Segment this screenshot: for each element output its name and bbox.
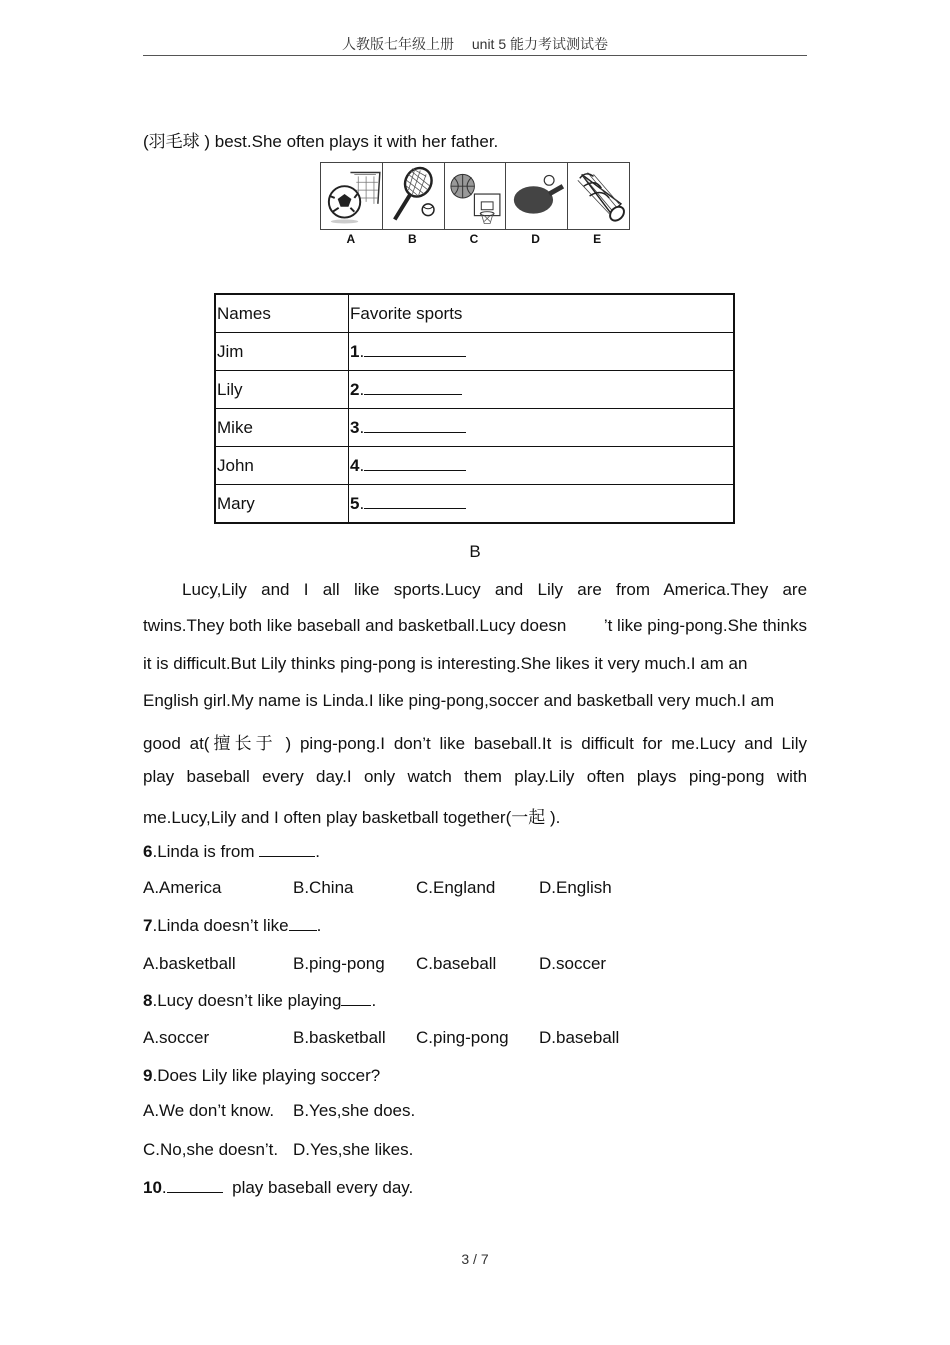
- answer-blank[interactable]: [364, 508, 466, 509]
- option-9d[interactable]: D.Yes,she likes.: [293, 1140, 414, 1159]
- answer-number: 5: [350, 493, 360, 513]
- passage-word: at(擅长于 ): [189, 734, 292, 753]
- passage-word: ping-pong: [688, 767, 765, 786]
- passage-word: watch: [407, 767, 452, 786]
- question-8: [143, 991, 376, 1011]
- passage-word: with: [776, 767, 808, 786]
- question-10: [143, 1178, 413, 1198]
- passage-word: like: [439, 734, 466, 753]
- question-text-end: .: [371, 991, 377, 1010]
- answer-blank[interactable]: [289, 930, 317, 931]
- table-cell-name: Lily: [215, 371, 349, 409]
- passage-word: baseball: [186, 767, 250, 786]
- passage-word: from: [616, 580, 651, 599]
- question-number: 7: [143, 916, 153, 935]
- answer-dot: .: [359, 417, 365, 437]
- tennis-racket-icon: [383, 163, 445, 229]
- passage-word: and: [494, 580, 524, 599]
- passage-word: is: [560, 734, 573, 753]
- table-header-row: [215, 294, 734, 333]
- option-8c[interactable]: C.ping-pong: [416, 1028, 509, 1047]
- answer-dot: .: [359, 493, 365, 513]
- table-row: [215, 409, 734, 447]
- answer-dot: .: [359, 455, 365, 475]
- option-7a[interactable]: A.basketball: [143, 954, 236, 973]
- passage-word: only: [363, 767, 396, 786]
- answer-dot: .: [359, 379, 365, 399]
- option-8a[interactable]: A.soccer: [143, 1028, 210, 1047]
- answer-blank[interactable]: [364, 432, 466, 433]
- passage-word: me.Lucy: [671, 734, 736, 753]
- question-text-end: play baseball every day.: [232, 1178, 414, 1197]
- passage-word: difficult: [581, 734, 634, 753]
- table-cell-answer[interactable]: [349, 447, 735, 485]
- answer-blank[interactable]: [364, 356, 466, 357]
- table-row: [215, 333, 734, 371]
- section-b-label: B: [469, 542, 481, 561]
- question-text: .Does Lily like playing soccer?: [152, 1066, 381, 1085]
- table-cell-answer[interactable]: [349, 409, 735, 447]
- answer-number: 2: [350, 379, 360, 399]
- sports-image-strip: [320, 162, 630, 230]
- answer-number: 1: [350, 341, 360, 361]
- passage-word: play.Lily: [514, 767, 575, 786]
- question-text-end: .: [316, 916, 322, 935]
- answer-number: 4: [350, 455, 360, 475]
- question-number: 9: [143, 1066, 153, 1085]
- passage-line-4: English girl.My name is Linda.I like ping-pong,soccer and basketball very much.I am: [143, 691, 775, 710]
- option-9b[interactable]: B.Yes,she does.: [293, 1101, 416, 1120]
- question-number: 10: [143, 1178, 162, 1197]
- option-8b[interactable]: B.basketball: [293, 1028, 386, 1047]
- shuttlecock-icon: [568, 163, 629, 229]
- table-row: [215, 485, 734, 524]
- page-header-title: 人教版七年级上册 unit 5 能力考试测试卷: [341, 36, 609, 52]
- passage-word: for: [642, 734, 663, 753]
- passage-word: like: [353, 580, 380, 599]
- table-header-names: Names: [215, 294, 349, 333]
- question-text-end: .: [315, 842, 320, 861]
- passage-line-2b: ’t like ping-pong.She thinks: [603, 616, 807, 635]
- passage-word: and: [261, 580, 290, 599]
- passage-word: every: [262, 767, 304, 786]
- passage-word: America.They: [663, 580, 769, 599]
- answer-blank[interactable]: [259, 856, 315, 857]
- passage-word: all: [322, 580, 340, 599]
- question-number: 6: [143, 842, 153, 861]
- passage-word: play: [143, 767, 175, 786]
- table-cell-name: Mike: [215, 409, 349, 447]
- option-6b[interactable]: B.China: [293, 878, 354, 897]
- table-cell-answer[interactable]: [349, 371, 735, 409]
- favorite-sports-table: [214, 293, 735, 524]
- answer-dot: .: [359, 341, 365, 361]
- question-7: [143, 916, 321, 936]
- answer-blank[interactable]: [364, 470, 466, 471]
- passage-word: good: [143, 734, 181, 753]
- passage-word: I: [303, 580, 309, 599]
- option-7d[interactable]: D.soccer: [539, 954, 607, 973]
- option-8d[interactable]: D.baseball: [539, 1028, 620, 1047]
- passage-line-7: me.Lucy,Lily and I often play basketball together(一起 ).: [143, 808, 561, 827]
- option-6a[interactable]: A.America: [143, 878, 222, 897]
- question-number: 8: [143, 991, 153, 1010]
- passage-word: baseball.It: [473, 734, 552, 753]
- table-cell-name: Mary: [215, 485, 349, 524]
- option-6c[interactable]: C.England: [416, 878, 496, 897]
- image-label-c: C: [469, 232, 479, 246]
- ping-pong-paddle-icon: [506, 163, 568, 229]
- passage-word: them: [464, 767, 502, 786]
- option-9c[interactable]: C.No,she doesn’t.: [143, 1140, 279, 1159]
- passage-line-2a: twins.They both like baseball and basketball.Lucy doesn: [143, 616, 567, 635]
- passage-word: plays: [636, 767, 677, 786]
- passage-word: ping-pong.I: [299, 734, 386, 753]
- table-cell-answer[interactable]: [349, 485, 735, 524]
- option-7c[interactable]: C.baseball: [416, 954, 497, 973]
- basketball-hoop-icon: [445, 163, 507, 229]
- passage-word: Lily: [781, 734, 807, 753]
- image-label-e: E: [593, 232, 602, 246]
- option-9a[interactable]: A.We don’t know.: [143, 1101, 275, 1120]
- passage-line-5: [143, 729, 807, 754]
- passage-word: are: [782, 580, 808, 599]
- question-text: .Linda is from: [152, 842, 255, 861]
- question-text: .: [161, 1178, 167, 1197]
- answer-blank[interactable]: [341, 1005, 371, 1006]
- intro-line: (羽毛球 ) best.She often plays it with her father.: [143, 132, 499, 151]
- table-cell-answer[interactable]: [349, 333, 735, 371]
- table-row: [215, 447, 734, 485]
- image-label-b: B: [408, 232, 417, 246]
- question-text: .Linda doesn’t like: [152, 916, 289, 935]
- question-9: [143, 1066, 380, 1086]
- passage-word: day.I: [316, 767, 352, 786]
- answer-blank[interactable]: [364, 394, 462, 395]
- image-label-d: D: [531, 232, 540, 246]
- header-divider: [143, 55, 807, 56]
- option-6d[interactable]: D.English: [539, 878, 612, 897]
- table-cell-name: John: [215, 447, 349, 485]
- table-cell-name: Jim: [215, 333, 349, 371]
- answer-blank[interactable]: [167, 1192, 223, 1193]
- passage-line-6: [143, 767, 807, 787]
- passage-line-1: [182, 580, 807, 600]
- table-header-sports: Favorite sports: [349, 294, 735, 333]
- passage-line-3: it is difficult.But Lily thinks ping-pong is interesting.She likes it very much.I am an: [143, 654, 748, 673]
- soccer-ball-goal-icon: [321, 163, 383, 229]
- image-label-a: A: [346, 232, 356, 246]
- passage-word: and: [744, 734, 773, 753]
- option-7b[interactable]: B.ping-pong: [293, 954, 385, 973]
- passage-word: sports.Lucy: [393, 580, 481, 599]
- passage-word: are: [577, 580, 602, 599]
- answer-number: 3: [350, 417, 360, 437]
- passage-word: don’t: [393, 734, 431, 753]
- table-row: [215, 371, 734, 409]
- passage-word: Lucy,Lily: [182, 580, 247, 599]
- page-number: 3 / 7: [461, 1251, 489, 1267]
- question-text: .Lucy doesn’t like playing: [152, 991, 342, 1010]
- passage-word: often: [586, 767, 625, 786]
- question-6: [143, 842, 320, 862]
- sports-image-labels: [320, 232, 628, 246]
- passage-word: Lily: [537, 580, 563, 599]
